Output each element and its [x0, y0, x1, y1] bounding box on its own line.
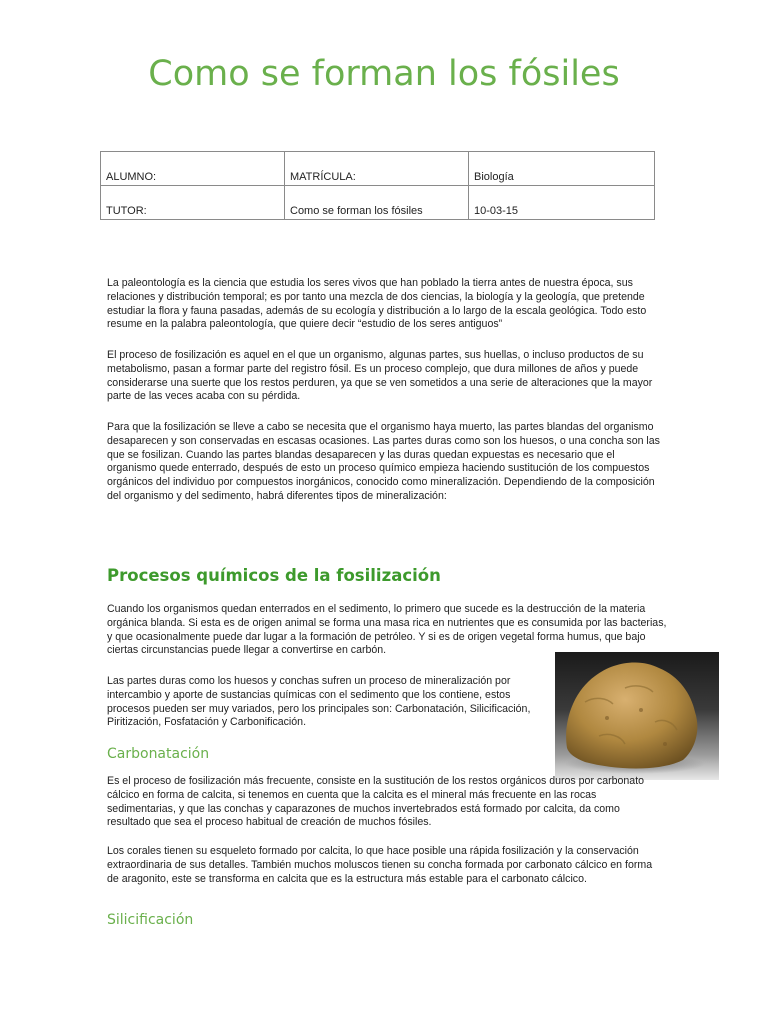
carbonatacion-paragraph: Los corales tienen su esqueleto formado por calcita, lo que hace posible una rápida fosilización y la conservación extraordinaria de sus detalles. También muchos moluscos tienen su concha formada por carbonato cálcico en forma de aragonito, este se transforma en calcita que es la estructura más estable para el carbonato cálcico. — [107, 845, 653, 885]
table-row — [101, 186, 655, 220]
tutor-label-cell: TUTOR: — [101, 186, 285, 220]
fossil-rock-image — [555, 652, 719, 780]
student-label-cell: ALUMNO: — [101, 152, 285, 186]
section-paragraph: Cuando los organismos quedan enterrados en el sedimento, lo primero que sucede es la destrucción de la materia orgánica blanda. Si esta es de origen animal se forma una masa rica en nutrientes que es consumida por las bacterias, y que ocasionalmente puede dar lugar a la formación de petróleo. Y si es de origen vegetal forma humus, que bajo ciertas circunstancias puede llegar a convertirse en carbón. — [107, 603, 667, 657]
topic-cell: Como se forman los fósiles — [285, 186, 469, 220]
enrollment-label-cell: MATRÍCULA: — [285, 152, 469, 186]
fossil-photo — [555, 652, 719, 780]
subheading-silicificacion: Silicificación — [107, 912, 194, 928]
intro-paragraph: Para que la fosilización se lleve a cabo se necesita que el organismo haya muerto, las partes blandas del organismo desaparecen y son conservadas en escasas ocasiones. Las partes duras como son los huesos, o una concha son las que se fosilizan. Cuando las partes blandas desaparecen y las duras quedan expuestas es necesario que el organismo quede enterrado, después de esto un proceso químico empieza haciendo sustitución de los compuestos orgánicos del individuo por compuestos inorgánicos, conocido como mineralización. Dependiendo de la composición del organismo y del sedimento, habrá diferentes tipos de mineralización: — [107, 421, 660, 502]
page-title: Como se forman los fósiles — [148, 54, 620, 94]
subject-cell: Biología — [469, 152, 655, 186]
date-cell: 10-03-15 — [469, 186, 655, 220]
section-heading: Procesos químicos de la fosilización — [107, 566, 441, 585]
section-paragraph: Las partes duras como los huesos y conchas sufren un proceso de mineralización por intercambio y aporte de sustancias químicas con el sedimento que los contiene, estos procesos pueden ser muy variados, pero los principales son: Carbonatación, Silicificación, Piritización, Fosfatación y Carbonificación. — [107, 675, 531, 729]
info-table — [100, 151, 655, 220]
table-row — [101, 152, 655, 186]
intro-paragraph: La paleontología es la ciencia que estudia los seres vivos que han poblado la tierra antes de nuestra época, sus relaciones y distribución temporal; es por tanto una mezcla de dos ciencias, la biología y la geología, que pretende estudiar la flora y fauna pasadas, además de su ecología y distribución a lo largo de la escala geológica. Todo esto resume en la palabra paleontología, que quiere decir “estudio de los seres antiguos” — [107, 277, 647, 331]
subheading-carbonatacion: Carbonatación — [107, 746, 210, 762]
carbonatacion-paragraph: Es el proceso de fosilización más frecuente, consiste en la sustitución de los restos orgánicos duros por carbonato cálcico en forma de calcita, si tenemos en cuenta que la calcita es el mineral más frecuente en las rocas sedimentarias, y que las conchas y caparazones de muchos invertebrados está formado por calcita, da como resultado que sea el proceso habitual de creación de muchos fósiles. — [107, 775, 645, 829]
intro-paragraph: El proceso de fosilización es aquel en el que un organismo, algunas partes, sus huellas, o incluso productos de su metabolismo, pasan a formar parte del registro fósil. Es un proceso complejo, que dura millones de años y puede considerarse una suerte que los restos perduren, ya que se ven sometidos a una serie de alteraciones que la mayor parte de las veces acaba con su pérdida. — [107, 349, 653, 403]
